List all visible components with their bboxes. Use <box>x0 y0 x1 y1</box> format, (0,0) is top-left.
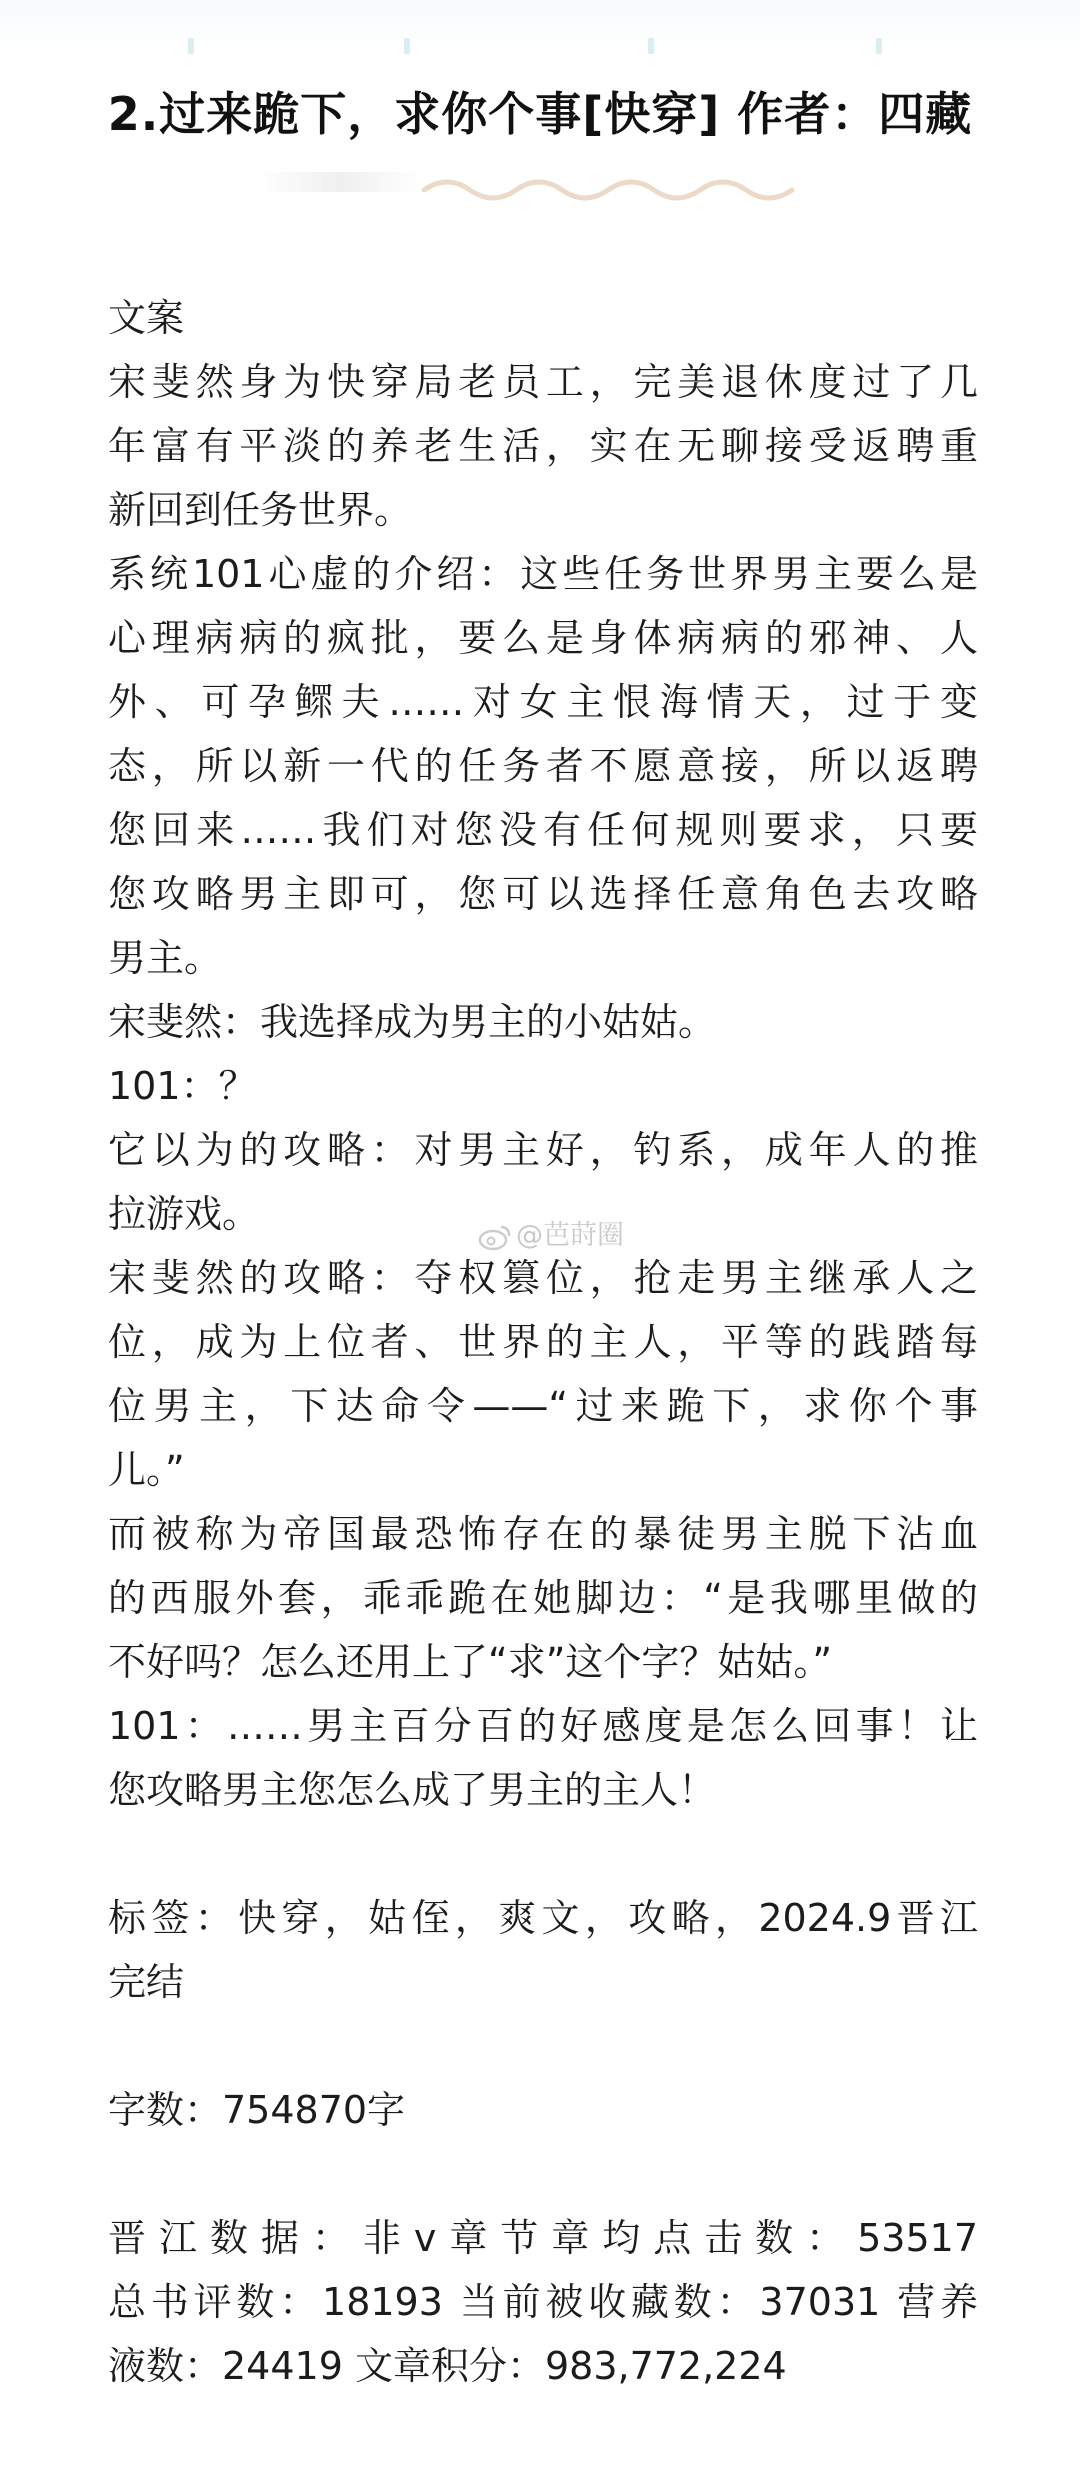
synopsis-line: 位，成为上位者、世界的主人，平等的践踏每 <box>108 1320 978 1364</box>
strip-mark <box>404 38 410 54</box>
synopsis-line: 您攻略男主即可，您可以选择任意角色去攻略 <box>108 872 978 916</box>
synopsis-line: 位男主，下达命令——“过来跪下，求你个事 <box>108 1384 978 1428</box>
faint-decoration <box>255 172 425 192</box>
synopsis-line: 而被称为帝国最恐怖存在的暴徒男主脱下沾血 <box>108 1512 978 1556</box>
synopsis-line: 它以为的攻略：对男主好，钓系，成年人的推 <box>108 1128 978 1172</box>
synopsis-line: 拉游戏。 <box>108 1192 261 1236</box>
synopsis-line: 儿。” <box>108 1448 185 1492</box>
synopsis-line: 您回来……我们对您没有任何规则要求，只要 <box>108 808 978 852</box>
synopsis-line: 新回到任务世界。 <box>108 488 413 532</box>
page-title: 2.过来跪下，求你个事[快穿] 作者：四藏 <box>107 87 973 141</box>
synopsis-heading: 文案 <box>108 296 185 340</box>
strip-mark <box>876 38 882 54</box>
weibo-logo-icon <box>478 1223 512 1251</box>
synopsis-line: 宋斐然的攻略：夺权篡位，抢走男主继承人之 <box>108 1256 978 1300</box>
jjwxc-stats-line: 晋江数据：非v章节章均点击数：53517 <box>108 2216 978 2260</box>
synopsis-line: 系统101心虚的介绍：这些任务世界男主要么是 <box>108 552 978 596</box>
jjwxc-stats-line: 总书评数：18193 当前被收藏数：37031 营养 <box>108 2280 978 2324</box>
synopsis-line: 男主。 <box>108 936 223 980</box>
synopsis-line: 101：？ <box>108 1064 257 1108</box>
synopsis-line: 您攻略男主您怎么成了男主的主人！ <box>108 1768 717 1812</box>
synopsis-line: 态，所以新一代的任务者不愿意接，所以返聘 <box>108 744 978 788</box>
wave-divider-icon <box>420 168 800 208</box>
tags-line: 标签：快穿，姑侄，爽文，攻略，2024.9晋江 <box>108 1896 978 1940</box>
synopsis-line: 年富有平淡的养老生活，实在无聊接受返聘重 <box>108 424 978 468</box>
top-decorative-strip <box>0 0 1080 58</box>
strip-mark <box>648 38 654 54</box>
synopsis-line: 宋斐然：我选择成为男主的小姑姑。 <box>108 1000 717 1044</box>
novel-description <box>108 286 978 2398</box>
strip-mark <box>188 38 194 54</box>
word-count: 字数：754870字 <box>108 2088 406 2132</box>
synopsis-line: 宋斐然身为快穿局老员工，完美退休度过了几 <box>108 360 978 404</box>
weibo-watermark <box>478 1218 624 1254</box>
synopsis-line: 不好吗？怎么还用上了“求”这个字？姑姑。” <box>108 1640 833 1684</box>
synopsis-line: 101：……男主百分百的好感度是怎么回事！让 <box>108 1704 978 1748</box>
synopsis-line: 心理病病的疯批，要么是身体病病的邪神、人 <box>108 616 978 660</box>
jjwxc-stats-line: 液数：24419 文章积分：983,772,224 <box>108 2344 787 2388</box>
synopsis-line: 的西服外套，乖乖跪在她脚边：“是我哪里做的 <box>108 1576 978 1620</box>
tags-line: 完结 <box>108 1960 185 2004</box>
synopsis-line: 外、可孕鳏夫……对女主恨海情天，过于变 <box>108 680 978 724</box>
watermark-text: @芭莳圈 <box>516 1220 624 1251</box>
